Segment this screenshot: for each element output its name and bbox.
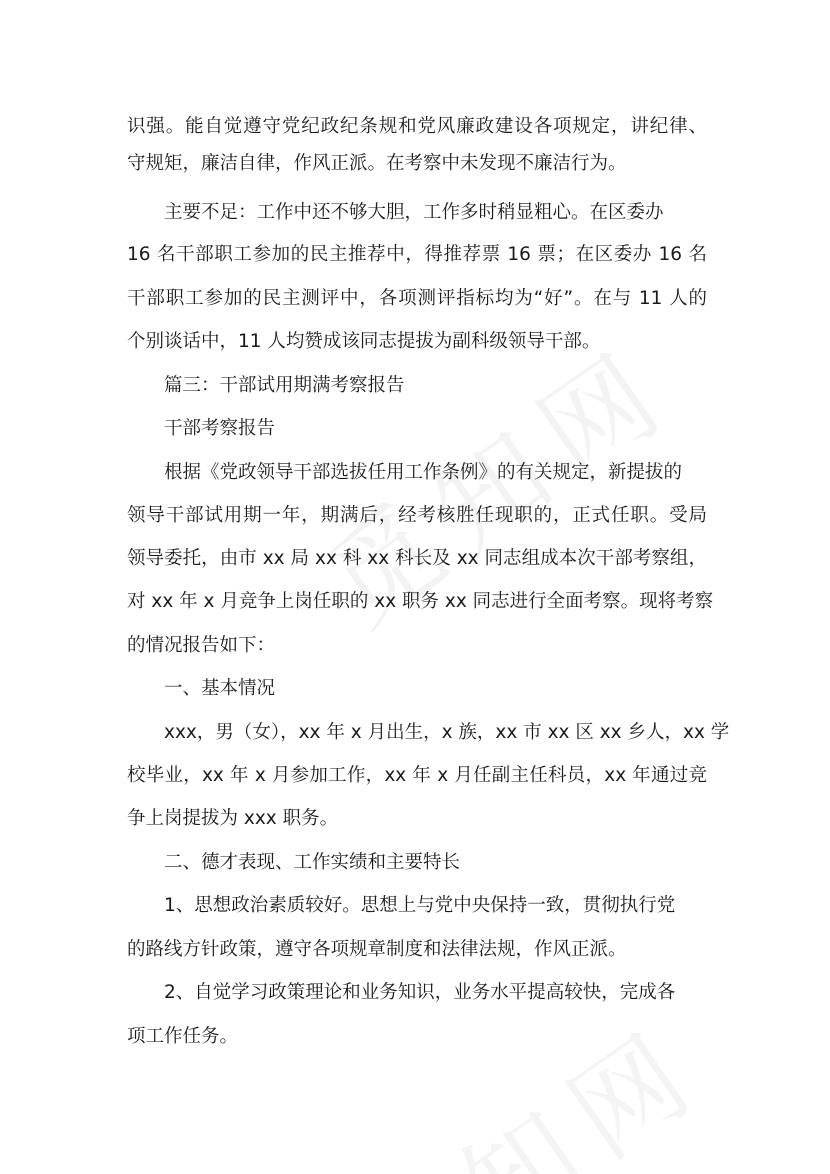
paragraph-line: 主要不足：工作中还不够大胆，工作多时稍显粗心。在区委办 xyxy=(164,202,664,223)
paragraph-line: 的路线方针政策，遵守各项规章制度和法律法规，作风正派。 xyxy=(127,939,627,960)
paragraph-line: 2、自觉学习政策理论和业务知识，业务水平提高较快，完成各 xyxy=(164,982,676,1003)
paragraph-line: xxx，男（女），xx 年 x 月出生，x 族，xx 市 xx 区 xx 乡人，xx 学 xyxy=(164,722,730,743)
paragraph-line: 16 名干部职工参加的民主推荐中，得推荐票 16 票；在区委办 16 名 xyxy=(127,244,707,265)
paragraph-line: 1、思想政治素质较好。思想上与党中央保持一致，贯彻执行党 xyxy=(164,895,676,916)
paragraph-line: 领导委托，由市 xx 局 xx 科 xx 科长及 xx 同志组成本次干部考察组， xyxy=(127,548,707,569)
watermark-bottom xyxy=(320,982,730,1174)
paragraph-line: 的情况报告如下： xyxy=(127,635,276,656)
paragraph-line: 个别谈话中，11 人均赞成该同志提拔为副科级领导干部。 xyxy=(127,331,601,352)
paragraph-line: 项工作任务。 xyxy=(127,1026,239,1047)
paragraph-line: 领导干部试用期一年，期满后，经考核胜任现职的，正式任职。受局 xyxy=(127,505,707,526)
paragraph-line: 争上岗提拔为 xxx 职务。 xyxy=(127,808,339,829)
paragraph-line: 守规矩，廉洁自律，作风正派。在考察中未发现不廉洁行为。 xyxy=(127,153,627,174)
paragraph-line: 校毕业，xx 年 x 月参加工作，xx 年 x 月任副主任科员，xx 年通过竞 xyxy=(127,765,707,786)
paragraph-line: 识强。能自觉遵守党纪政纪条规和党风廉政建设各项规定，讲纪律、 xyxy=(127,116,707,137)
report-title: 干部考察报告 xyxy=(164,418,276,439)
paragraph-line: 根据《党政领导干部选拔任用工作条例》的有关规定，新提拔的 xyxy=(164,462,683,483)
paragraph-line: 干部职工参加的民主测评中，各项测评指标均为“好”。在与 11 人的 xyxy=(127,288,707,309)
section-heading: 篇三：干部试用期满考察报告 xyxy=(164,375,405,396)
section-heading: 二、德才表现、工作实绩和主要特长 xyxy=(164,852,461,873)
paragraph-line: 对 xx 年 x 月竞争上岗任职的 xx 职务 xx 同志进行全面考察。现将考察 xyxy=(127,591,714,612)
section-heading: 一、基本情况 xyxy=(164,678,276,699)
